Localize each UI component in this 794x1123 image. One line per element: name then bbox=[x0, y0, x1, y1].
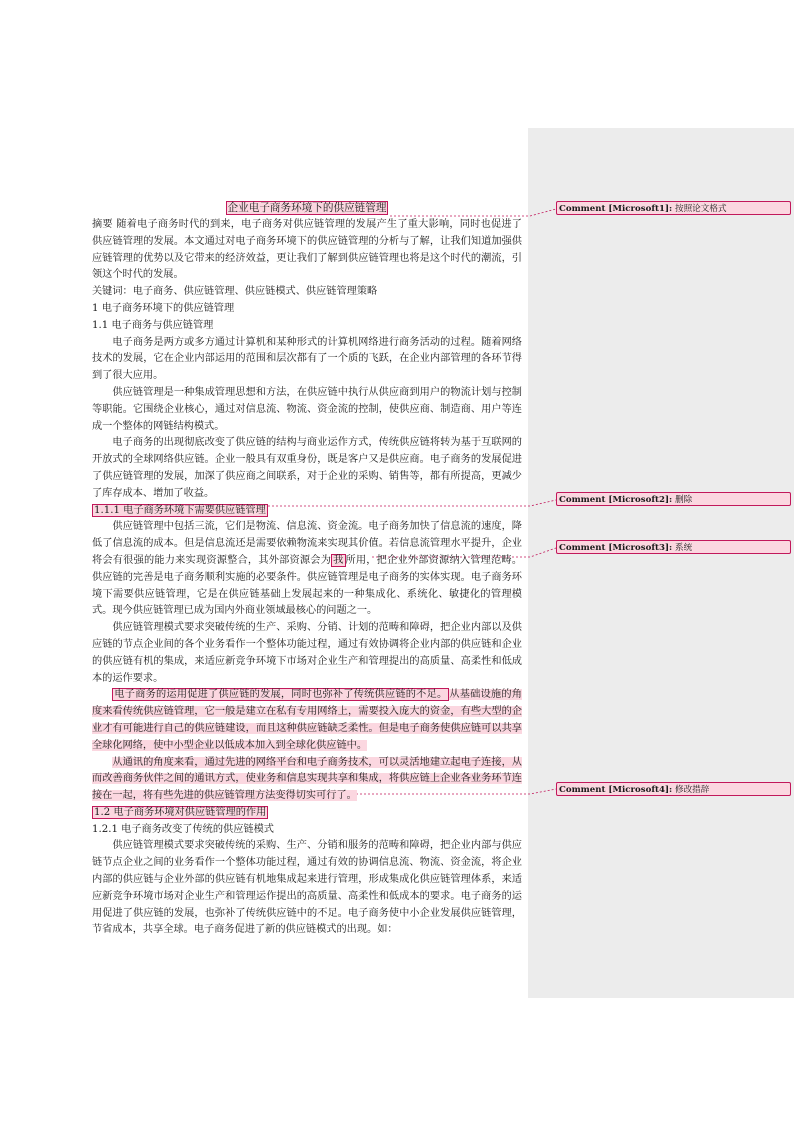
paragraph-2: 供应链管理是一种集成管理思想和方法，在供应链中执行从供应商到用户的物流计划与控制等职能。它围绕企业核心，通过对信息流、物流、资金流的控制，使供应商、制造商、用户等连成一个整体的网链结构模式。 bbox=[92, 386, 522, 432]
heading-1-2-line bbox=[92, 805, 522, 822]
heading-1-2-1: 1.2.1 电子商务改变了传统的供应链模式 bbox=[92, 823, 274, 835]
paragraph-1: 电子商务是两方或多方通过计算机和某种形式的计算机网络进行商务活动的过程。随着网络技术的发展，它在企业内部运用的范围和层次都有了一个质的飞跃，在企业内部管理的各环节得到了很大应用。 bbox=[92, 336, 522, 382]
comment-anchor-3[interactable]: 我 bbox=[333, 554, 344, 566]
paragraph-4 bbox=[92, 519, 522, 620]
comment-2-text: 删除 bbox=[674, 495, 693, 505]
comment-4-text: 修改措辞 bbox=[674, 785, 710, 795]
abstract: 摘要 随着电子商务时代的到来，电子商务对供应链管理的发展产生了重大影响，同时也促进了供应链管理的发展。本文通过对电子商务环境下的供应链管理的分析与了解，让我们知道加强供应链管理的优势以及它带来的经济效益，更让我们了解到供应链管理也将是这个时代的潮流，引领这个时代的发展。 bbox=[92, 219, 522, 281]
document-body bbox=[92, 200, 522, 939]
heading-1: 1 电子商务环境下的供应链管理 bbox=[92, 302, 235, 314]
paragraph-7 bbox=[92, 755, 522, 805]
keywords: 关键词：电子商务、供应链管理、供应链模式、供应链管理策略 bbox=[92, 286, 378, 298]
paragraph-3: 电子商务的出现彻底改变了供应链的结构与商业运作方式，传统供应链将转为基于互联网的开放式的全球网络供应链。企业一般具有双重身份，既是客户又是供应商。电子商务的发展促进了供应链管理的发展，加深了供应商之间联系，对于企业的采购、销售等，都有所提高，更减少了库存成本、增加了收益。 bbox=[92, 437, 522, 499]
comment-1-author: Comment [Microsoft1]: bbox=[559, 204, 673, 214]
heading-1-2[interactable]: 1.2 电子商务环境对供应链管理的作用 bbox=[94, 806, 267, 818]
paragraph-6 bbox=[92, 687, 522, 754]
comment-3[interactable] bbox=[556, 540, 791, 554]
comment-1-text: 按照论文格式 bbox=[674, 204, 727, 214]
doc-title[interactable]: 企业电子商务环境下的供应链管理 bbox=[227, 202, 387, 214]
comment-4-author: Comment [Microsoft4]: bbox=[559, 785, 673, 795]
comment-2-author: Comment [Microsoft2]: bbox=[559, 495, 673, 505]
comment-3-text: 系统 bbox=[674, 543, 693, 553]
heading-1-1-1[interactable]: 1.1.1 电子商务环境下需要供应链管理 bbox=[94, 504, 266, 516]
heading-1-1-1-line bbox=[92, 503, 522, 520]
paragraph-6-marked[interactable]: 电子商务的运用促进了供应链的发展，同时也弥补了传统供应链的不足。 bbox=[114, 689, 448, 701]
paragraph-7-highlight: 从通讯的角度来看，通过先进的网络平台和电子商务技术，可以灵活地建立起电子连接，从而改善商务伙伴之间的通讯方式，使业务和信息实现共享和集成，将供应链上企业各业务环节连接在一起，将有些先进的供应链管理方法变得切实可行了。 bbox=[92, 756, 522, 802]
paragraph-4-part-b: 所用，把企业外部资源纳入管理范畴。供应链的完善是电子商务顺利实施的必要条件。供应链管理是电子商务的实体实现。电子商务环境下需要供应链管理，它是在供应链基础上发展起来的一种集成化、系统化、敏捷化的管理模式。现今供应链管理已成为国内外商业领域最核心的问题之一。 bbox=[92, 554, 523, 617]
doc-title-line bbox=[92, 200, 522, 217]
comment-2[interactable] bbox=[556, 492, 791, 506]
paragraph-4-part-a: 供应链管理中包括三流，它们是物流、信息流、资金流。电子商务加快了信息流的速度，降低了信息流的成本。但是信息流还是需要依赖物流来实现其价值。若信息流管理水平提升，企业将会有很强的能力来实现资源整合，其外部资源会为 bbox=[92, 521, 522, 566]
comment-4[interactable] bbox=[556, 782, 791, 796]
paragraph-8: 供应链管理模式要求突破传统的采购、生产、分销和服务的范畴和障碍，把企业内部与供应链节点企业之间的业务看作一个整体功能过程，通过有效的协调信息流、物流、资金流，将企业内部的供应链与企业外部的供应链有机地集成起来进行管理，形成集成化供应链管理体系，来适应新竞争环境市场对企业生产和管理运作提出的高质量、高柔性和低成本的要求。电子商务的运用促进了供应链的发展，也弥补了传统供应链中的不足。电子商务使中小企业发展供应链管理，节省成本，共享全球。电子商务促进了新的供应链模式的出现。如： bbox=[92, 840, 522, 936]
paragraph-6-highlight: 从基础设施的角度来看传统供应链管理，它一般是建立在私有专用网络上，需要投入庞大的资金，有些大型的企业才有可能进行自己的供应链建设，而且这种供应链缺乏柔性。但是电子商务使供应链可以共享全球化网络，使中小型企业以低成本加入到全球化供应链中。 bbox=[92, 689, 522, 751]
paragraph-5: 供应链管理模式要求突破传统的生产、采购、分销、计划的范畴和障碍，把企业内部以及供应链的节点企业间的各个业务看作一个整体功能过程，通过有效协调将企业内部的供应链和企业的供应链有机的集成，来适应新竞争环境下市场对企业生产和管理提出的高质量、高柔性和低成本的运作要求。 bbox=[92, 622, 522, 684]
heading-1-1: 1.1 电子商务与供应链管理 bbox=[92, 319, 214, 331]
comment-3-author: Comment [Microsoft3]: bbox=[559, 543, 673, 553]
comment-1[interactable] bbox=[556, 201, 791, 215]
comment-pane bbox=[528, 128, 794, 998]
